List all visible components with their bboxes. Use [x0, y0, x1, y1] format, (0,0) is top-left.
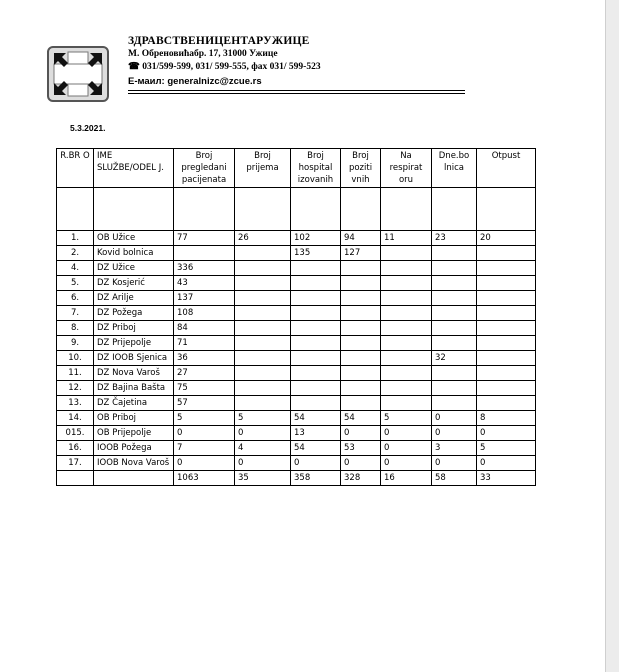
table-row — [57, 366, 536, 381]
row-number-cell: 6. — [57, 291, 94, 306]
row-number-cell: 14. — [57, 411, 94, 426]
value-cell: 336 — [174, 261, 235, 276]
row-number-cell: 17. — [57, 456, 94, 471]
value-cell: 0 — [341, 456, 381, 471]
value-cell: 20 — [477, 231, 536, 246]
value-cell: 0 — [432, 456, 477, 471]
value-cell: 54 — [291, 441, 341, 456]
value-cell — [477, 381, 536, 396]
column-header: Broj pregledani pacijenata — [174, 149, 235, 188]
table-row — [57, 306, 536, 321]
table-row — [57, 276, 536, 291]
value-cell — [235, 366, 291, 381]
table-cell — [291, 188, 341, 231]
value-cell: 4 — [235, 441, 291, 456]
value-cell: 108 — [174, 306, 235, 321]
table-row — [57, 321, 536, 336]
value-cell: 0 — [432, 426, 477, 441]
window-margin — [606, 0, 619, 672]
value-cell — [477, 246, 536, 261]
value-cell — [291, 321, 341, 336]
value-cell: 27 — [174, 366, 235, 381]
value-cell — [291, 336, 341, 351]
column-header: Broj poziti vnih — [341, 149, 381, 188]
table-row — [57, 351, 536, 366]
value-cell — [477, 321, 536, 336]
value-cell: 0 — [432, 411, 477, 426]
table-cell — [57, 188, 94, 231]
table-row — [57, 396, 536, 411]
value-cell — [291, 306, 341, 321]
value-cell — [432, 276, 477, 291]
value-cell — [341, 261, 381, 276]
value-cell — [291, 351, 341, 366]
value-cell: 0 — [174, 426, 235, 441]
value-cell: 0 — [381, 426, 432, 441]
row-number-cell: 2. — [57, 246, 94, 261]
value-cell — [432, 306, 477, 321]
value-cell — [235, 276, 291, 291]
value-cell — [174, 246, 235, 261]
service-name-cell: DZ Arilje — [94, 291, 174, 306]
organization-address: М. Обреновићабр. 17, 31000 Ужице — [128, 49, 278, 59]
table-row — [57, 261, 536, 276]
value-cell — [381, 351, 432, 366]
row-number-cell: 7. — [57, 306, 94, 321]
value-cell: 102 — [291, 231, 341, 246]
row-number-cell: 11. — [57, 366, 94, 381]
value-cell: 16 — [381, 471, 432, 486]
value-cell — [381, 261, 432, 276]
service-name-cell: IOOB Nova Varoš — [94, 456, 174, 471]
table-cell — [235, 188, 291, 231]
value-cell — [341, 366, 381, 381]
table-row — [57, 246, 536, 261]
value-cell — [235, 396, 291, 411]
value-cell — [432, 321, 477, 336]
table-row — [57, 231, 536, 246]
value-cell — [432, 246, 477, 261]
value-cell — [381, 321, 432, 336]
value-cell — [235, 381, 291, 396]
value-cell: 77 — [174, 231, 235, 246]
value-cell — [291, 291, 341, 306]
service-name-cell: DZ Čajetina — [94, 396, 174, 411]
value-cell: 328 — [341, 471, 381, 486]
value-cell — [432, 336, 477, 351]
service-name-cell: DZ Priboj — [94, 321, 174, 336]
value-cell: 53 — [341, 441, 381, 456]
service-name-cell: DZ Požega — [94, 306, 174, 321]
value-cell — [432, 366, 477, 381]
service-name-cell: OB Prijepolje — [94, 426, 174, 441]
value-cell — [235, 261, 291, 276]
column-header: Broj prijema — [235, 149, 291, 188]
value-cell — [341, 381, 381, 396]
value-cell — [477, 306, 536, 321]
value-cell — [341, 276, 381, 291]
value-cell: 5 — [477, 441, 536, 456]
value-cell: 75 — [174, 381, 235, 396]
service-name-cell: DZ Užice — [94, 261, 174, 276]
value-cell: 0 — [291, 456, 341, 471]
value-cell — [381, 291, 432, 306]
letterhead-rule-top — [128, 90, 465, 91]
row-number-cell — [57, 471, 94, 486]
value-cell: 0 — [341, 426, 381, 441]
value-cell: 0 — [235, 456, 291, 471]
report-table — [56, 148, 536, 486]
value-cell: 3 — [432, 441, 477, 456]
value-cell: 0 — [235, 426, 291, 441]
service-name-cell: IOOB Požega — [94, 441, 174, 456]
table-row — [57, 441, 536, 456]
service-name-cell: DZ Nova Varoš — [94, 366, 174, 381]
value-cell: 0 — [477, 426, 536, 441]
table-row — [57, 426, 536, 441]
table-header-row — [57, 149, 536, 188]
value-cell: 127 — [341, 246, 381, 261]
value-cell — [235, 336, 291, 351]
service-name-cell: Kovid bolnica — [94, 246, 174, 261]
health-center-logo — [47, 46, 109, 102]
table-row — [57, 291, 536, 306]
value-cell — [381, 366, 432, 381]
column-header: Dne.bo lnica — [432, 149, 477, 188]
value-cell: 54 — [291, 411, 341, 426]
value-cell: 71 — [174, 336, 235, 351]
value-cell: 11 — [381, 231, 432, 246]
value-cell — [381, 396, 432, 411]
value-cell — [477, 366, 536, 381]
value-cell — [341, 321, 381, 336]
row-number-cell: 1. — [57, 231, 94, 246]
value-cell — [432, 291, 477, 306]
value-cell — [235, 351, 291, 366]
value-cell — [291, 381, 341, 396]
value-cell: 13 — [291, 426, 341, 441]
row-number-cell: 4. — [57, 261, 94, 276]
value-cell — [341, 351, 381, 366]
row-number-cell: 16. — [57, 441, 94, 456]
value-cell — [432, 261, 477, 276]
value-cell: 33 — [477, 471, 536, 486]
value-cell: 35 — [235, 471, 291, 486]
row-number-cell: 13. — [57, 396, 94, 411]
value-cell: 54 — [341, 411, 381, 426]
column-header: R.BR O — [57, 149, 94, 188]
value-cell — [381, 381, 432, 396]
value-cell: 43 — [174, 276, 235, 291]
value-cell: 23 — [432, 231, 477, 246]
value-cell: 5 — [235, 411, 291, 426]
row-number-cell: 9. — [57, 336, 94, 351]
row-number-cell: 12. — [57, 381, 94, 396]
letterhead — [128, 35, 321, 87]
value-cell — [291, 366, 341, 381]
value-cell — [341, 336, 381, 351]
value-cell: 358 — [291, 471, 341, 486]
value-cell — [381, 306, 432, 321]
totals-row — [57, 471, 536, 486]
report-date: 5.3.2021. — [70, 123, 106, 133]
value-cell: 84 — [174, 321, 235, 336]
service-name-cell: DZ Prijepolje — [94, 336, 174, 351]
service-name-cell: DZ Bajina Bašta — [94, 381, 174, 396]
value-cell — [235, 306, 291, 321]
row-number-cell: 5. — [57, 276, 94, 291]
service-name-cell: DZ Kosjerić — [94, 276, 174, 291]
value-cell: 94 — [341, 231, 381, 246]
column-header: IME SLUŽBE/ODEL J. — [94, 149, 174, 188]
value-cell: 137 — [174, 291, 235, 306]
value-cell — [291, 276, 341, 291]
value-cell: 135 — [291, 246, 341, 261]
column-header: Na respirat oru — [381, 149, 432, 188]
row-number-cell: 8. — [57, 321, 94, 336]
service-name-cell: OB Užice — [94, 231, 174, 246]
value-cell: 1063 — [174, 471, 235, 486]
column-header: Broj hospital izovanih — [291, 149, 341, 188]
value-cell: 7 — [174, 441, 235, 456]
value-cell — [432, 396, 477, 411]
value-cell — [235, 291, 291, 306]
table-cell — [381, 188, 432, 231]
organization-email: Е-маил: generalnizc@zcue.rs — [128, 76, 262, 87]
value-cell: 0 — [381, 441, 432, 456]
blank-spacer-row — [57, 188, 536, 231]
service-name-cell: DZ IOOB Sjenica — [94, 351, 174, 366]
value-cell: 26 — [235, 231, 291, 246]
value-cell — [235, 246, 291, 261]
table-cell — [94, 188, 174, 231]
value-cell — [477, 291, 536, 306]
value-cell — [381, 336, 432, 351]
value-cell — [477, 351, 536, 366]
table-row — [57, 336, 536, 351]
table-row — [57, 456, 536, 471]
value-cell — [381, 246, 432, 261]
table-row — [57, 381, 536, 396]
value-cell — [341, 396, 381, 411]
value-cell — [477, 276, 536, 291]
value-cell: 5 — [174, 411, 235, 426]
value-cell — [291, 396, 341, 411]
service-name-cell — [94, 471, 174, 486]
value-cell: 0 — [174, 456, 235, 471]
table-cell — [341, 188, 381, 231]
value-cell — [477, 336, 536, 351]
value-cell — [235, 321, 291, 336]
value-cell: 0 — [381, 456, 432, 471]
value-cell: 0 — [477, 456, 536, 471]
letterhead-rule-bottom — [128, 93, 465, 94]
value-cell — [381, 276, 432, 291]
value-cell — [341, 306, 381, 321]
value-cell — [291, 261, 341, 276]
row-number-cell: 015. — [57, 426, 94, 441]
organization-title: ЗДРАВСТВЕНИЦЕНТАРУЖИЦЕ — [128, 35, 310, 47]
service-name-cell: OB Priboj — [94, 411, 174, 426]
value-cell: 57 — [174, 396, 235, 411]
table-cell — [477, 188, 536, 231]
value-cell: 36 — [174, 351, 235, 366]
table-cell — [174, 188, 235, 231]
value-cell — [341, 291, 381, 306]
value-cell: 5 — [381, 411, 432, 426]
row-number-cell: 10. — [57, 351, 94, 366]
value-cell: 58 — [432, 471, 477, 486]
value-cell — [477, 261, 536, 276]
table-row — [57, 411, 536, 426]
value-cell: 8 — [477, 411, 536, 426]
value-cell — [432, 381, 477, 396]
value-cell — [477, 396, 536, 411]
table-cell — [432, 188, 477, 231]
column-header: Otpust — [477, 149, 536, 188]
value-cell: 32 — [432, 351, 477, 366]
organization-phone: ☎ 031/599-599, 031/ 599-555, фах 031/ 599-523 — [128, 62, 321, 72]
